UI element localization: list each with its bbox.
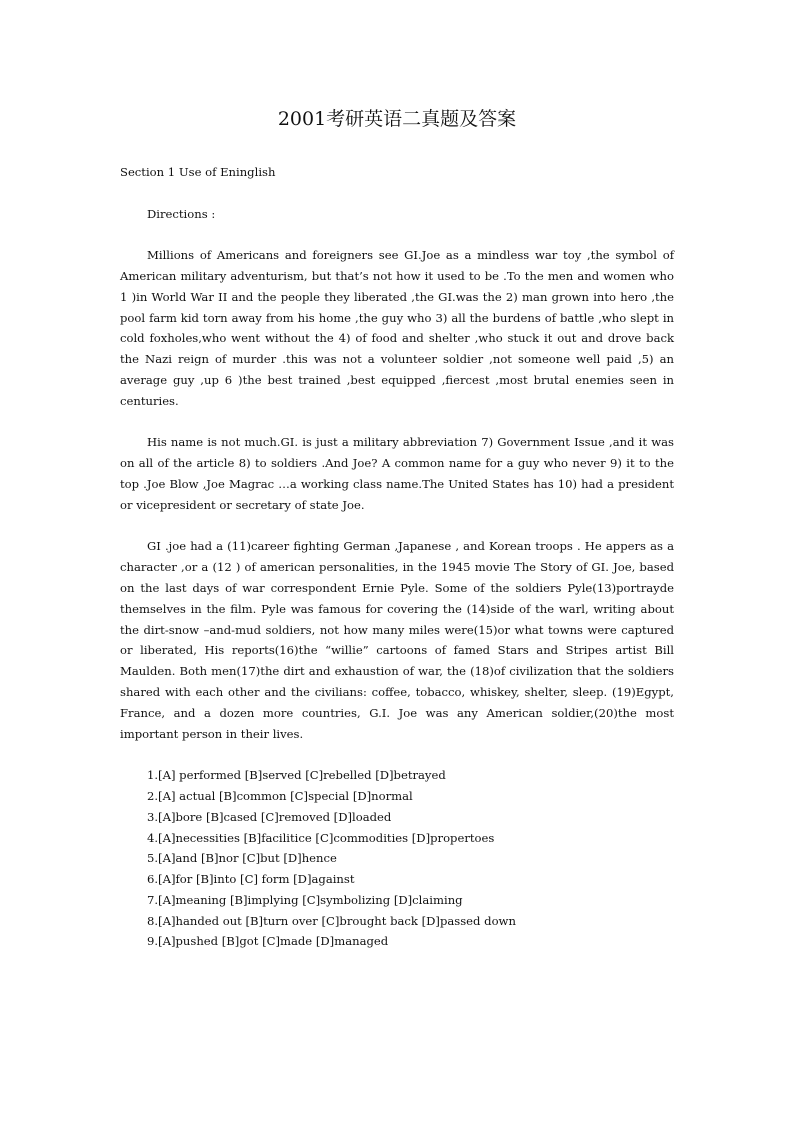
answer-option: 4.[A]necessities [B]facilitice [C]commodities [D]propertoes <box>147 830 495 845</box>
answer-option: 5.[A]and [B]nor [C]but [D]hence <box>147 851 337 866</box>
document-body <box>120 162 674 952</box>
answer-option: 6.[A]for [B]into [C] form [D]against <box>147 872 355 887</box>
section-heading: Section 1 Use of Eninglish <box>120 165 276 179</box>
document-title: 2001考研英语二真题及答案 <box>277 108 517 130</box>
answer-option: 3.[A]bore [B]cased [C]removed [D]loaded <box>147 809 392 824</box>
passage-paragraph-2: His name is not much.GI. is just a military abbreviation 7) Government Issue ,and it was on all of the article 8) to soldiers .And Joe? A common name for a guy who never 9) it to the top .Joe Blow ,Joe Magrac …a working class name.The United States has 10) had a president or vicepresident or secretary of state Joe. <box>120 435 674 512</box>
answer-option: 2.[A] actual [B]common [C]special [D]normal <box>147 788 413 803</box>
answer-options-list <box>120 765 674 952</box>
answer-option: 9.[A]pushed [B]got [C]made [D]managed <box>147 934 389 949</box>
answer-option: 8.[A]handed out [B]turn over [C]brought back [D]passed down <box>147 913 516 928</box>
passage-paragraph-3: GI .joe had a (11)career fighting German ,Japanese , and Korean troops . He appers as a character ,or a (12 ) of american personalities, in the 1945 movie The Story of GI. Joe, based on the last days of war correspondent Ernie Pyle. Some of the soldiers Pyle(13)portrayde themselves in the film. Pyle was famous for covering the (14)side of the warl, writing about the dirt-snow –and-mud soldiers, not how many miles were(15)or what towns were captured or liberated, His reports(16)the “willie” cartoons of famed Stars and Stripes artist Bill Maulden. Both men(17)the dirt and exhaustion of war, the (18)of civilization that the soldiers shared with each other and the civilians: coffee, tobacco, whiskey, shelter, sleep. (19)Egypt, France, and a dozen more countries, G.I. Joe was any American soldier,(20)the most important person in their lives. <box>120 539 674 741</box>
answer-option: 7.[A]meaning [B]implying [C]symbolizing [D]claiming <box>147 892 463 907</box>
passage-paragraph-1: Millions of Americans and foreigners see GI.Joe as a mindless war toy ,the symbol of American military adventurism, but that’s not how it used to be .To the men and women who 1 )in World War II and the people they liberated ,the GI.was the 2) man grown into hero ,the pool farm kid torn away from his home ,the guy who 3) all the burdens of battle ,who slept in cold foxholes,who went without the 4) of food and shelter ,who stuck it out and drove back the Nazi reign of murder .this was not a volunteer soldier ,not someone well paid ,5) an average guy ,up 6 )the best trained ,best equipped ,fiercest ,most brutal enemies seen in centuries. <box>120 248 674 408</box>
directions-label: Directions : <box>147 206 216 221</box>
answer-option: 1.[A] performed [B]served [C]rebelled [D]betrayed <box>147 768 446 783</box>
